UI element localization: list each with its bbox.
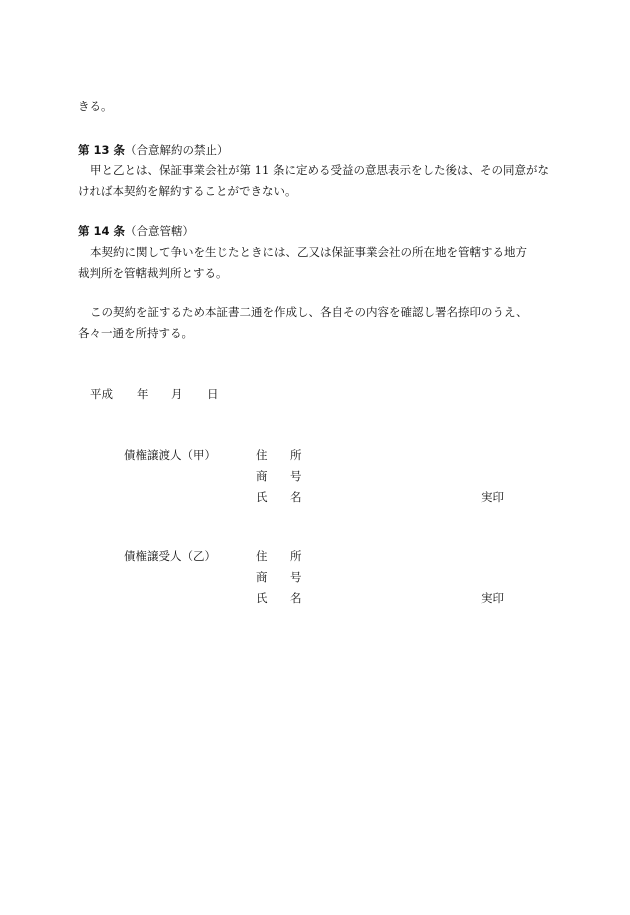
article-13-heading (78, 139, 229, 161)
article-14-heading (78, 220, 194, 242)
assignee-address-label-b: 所 (290, 549, 302, 563)
assignor-address-label-a: 住 (256, 448, 268, 462)
article-13-title: 第 13 条 (78, 143, 126, 157)
assignee-seal-label: 実印 (481, 591, 504, 605)
closing-line-2: 各々一通を所持する。 (78, 326, 193, 340)
assignee-trade-label-a: 商 (256, 570, 268, 584)
article-13-line-1: 甲と乙とは、保証事業会社が第 11 条に定める受益の意思表示をした後は、その同意がな (90, 163, 549, 177)
assignor-name-label-a: 氏 (256, 490, 268, 504)
continuation-text: きる。 (78, 99, 113, 113)
date-era: 平成 (90, 387, 113, 401)
article-14-subtitle: （合意管轄） (125, 224, 195, 238)
assignee-name-label-b: 名 (290, 591, 302, 605)
assignor-label: 債権譲渡人（甲） (124, 448, 216, 462)
article-14-title: 第 14 条 (78, 224, 126, 238)
assignee-name-label-a: 氏 (256, 591, 268, 605)
article-13-line-2: ければ本契約を解約することができない。 (78, 184, 297, 198)
date-year: 年 (137, 387, 149, 401)
date-month: 月 (171, 387, 183, 401)
assignee-trade-label-b: 号 (290, 570, 302, 584)
assignee-address-label-a: 住 (256, 549, 268, 563)
assignor-trade-label-a: 商 (256, 469, 268, 483)
article-14-line-2: 裁判所を管轄裁判所とする。 (78, 266, 228, 280)
article-13-subtitle: （合意解約の禁止） (125, 143, 229, 157)
assignor-address-label-b: 所 (290, 448, 302, 462)
assignor-trade-label-b: 号 (290, 469, 302, 483)
closing-line-1: この契約を証するため本証書二通を作成し、各自その内容を確認し署名捺印のうえ、 (90, 305, 528, 319)
assignor-name-label-b: 名 (290, 490, 302, 504)
date-day: 日 (207, 387, 219, 401)
assignor-seal-label: 実印 (481, 490, 504, 504)
article-14-line-1: 本契約に関して争いを生じたときには、乙又は保証事業会社の所在地を管轄する地方 (90, 245, 527, 259)
assignee-label: 債権譲受人（乙） (124, 549, 216, 563)
